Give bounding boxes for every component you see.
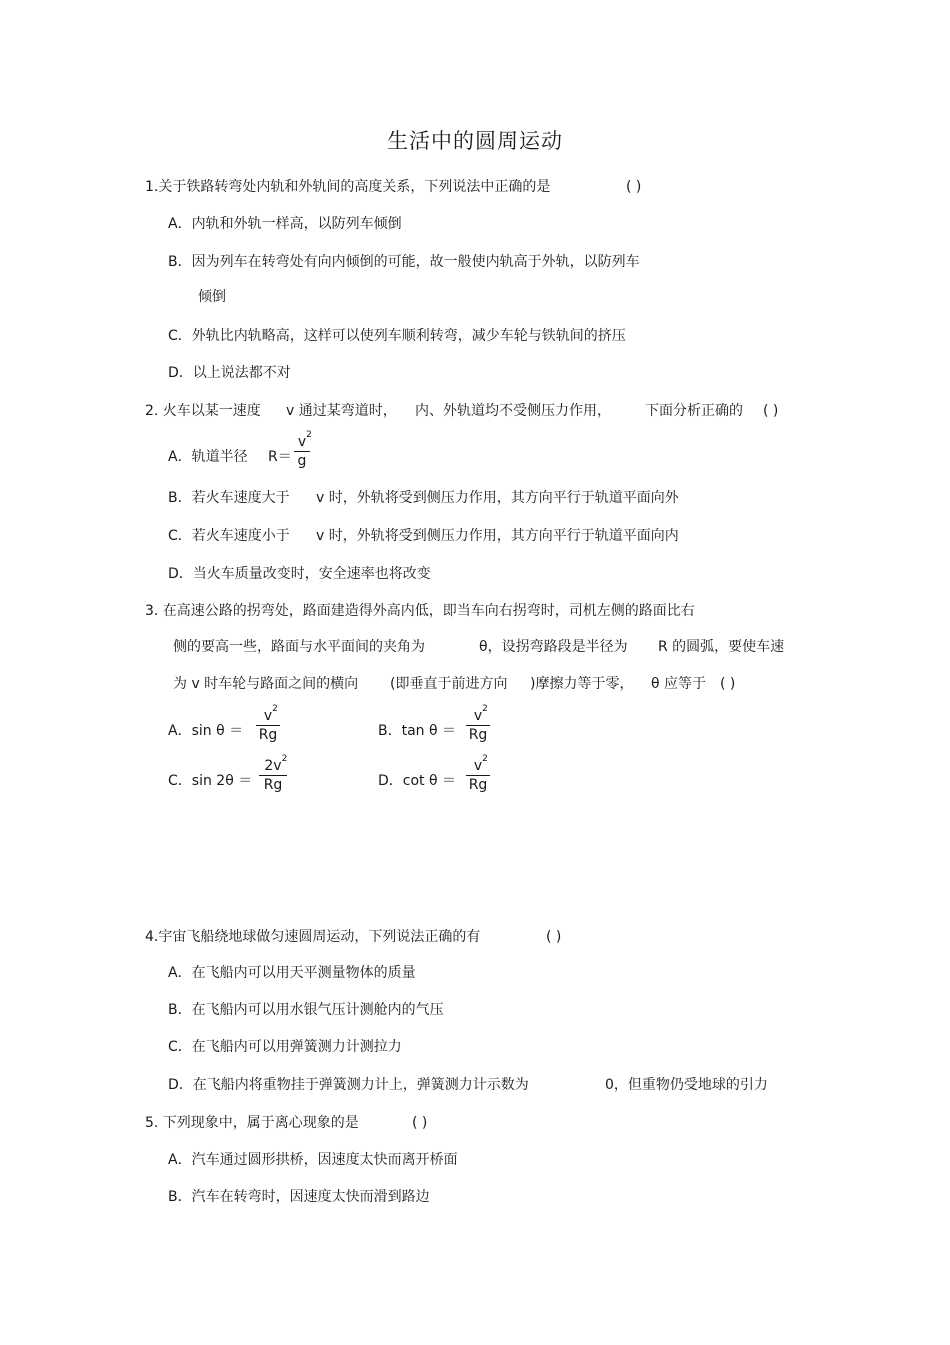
q3-option-d-fraction — [466, 754, 490, 793]
fraction-numerator: v — [297, 434, 307, 450]
q1-stem: 1.关于铁路转弯处内轨和外轨间的高度关系，下列说法中正确的是 — [145, 179, 551, 195]
q2-option-b-part2: v 时，外轨将受到侧压力作用，其方向平行于轨道平面向外 — [316, 490, 679, 506]
q5-stem: 5. 下列现象中，属于离心现象的是 — [145, 1115, 359, 1131]
superscript: 2 — [281, 754, 288, 764]
q4-answer-bracket: ( ) — [546, 929, 562, 945]
q1-answer-bracket: ( ) — [626, 179, 642, 195]
fraction-numerator: v — [473, 758, 483, 774]
q4-option-b: B．在飞船内可以用水银气压计测舱内的气压 — [168, 1002, 444, 1018]
fraction-bar — [259, 775, 287, 776]
q2-option-b-part1: B．若火车速度大于 — [168, 490, 290, 506]
q3-stem-line2-part2: θ，设拐弯路段是半径为 — [479, 639, 628, 655]
q3-option-b-fraction — [466, 704, 490, 743]
q1-option-d: D．以上说法都不对 — [168, 365, 291, 381]
q3-option-c-fraction — [259, 754, 288, 793]
q5-option-b: B．汽车在转弯时，因速度太快而滑到路边 — [168, 1189, 430, 1205]
q3-answer-bracket: ( ) — [720, 676, 736, 692]
q1-option-b: B．因为列车在转弯处有向内倾倒的可能，故一般使内轨高于外轨，以防列车 — [168, 254, 640, 270]
q5-option-a: A．汽车通过圆形拱桥，因速度太快而离开桥面 — [168, 1152, 458, 1168]
q2-option-c-part2: v 时，外轨将受到侧压力作用，其方向平行于轨道平面向内 — [316, 528, 679, 544]
q3-stem-line3-part1: 为 v 时车轮与路面之间的横向 — [173, 676, 359, 692]
fraction-numerator: v — [473, 708, 483, 724]
q4-option-c: C．在飞船内可以用弹簧测力计测拉力 — [168, 1039, 402, 1055]
q2-answer-bracket: ( ) — [763, 403, 779, 419]
q3-option-c-label: C．sin 2θ ＝ — [168, 773, 253, 789]
page-title: 生活中的圆周运动 — [387, 129, 563, 153]
q3-stem-line3-part2: (即垂直于前进方向 — [390, 676, 508, 692]
q4-option-a: A．在飞船内可以用天平测量物体的质量 — [168, 965, 416, 981]
q3-stem-line3-part4: θ 应等于 — [651, 676, 707, 692]
q1-option-c: C．外轨比内轨略高，这样可以使列车顺利转弯，减少车轮与铁轨间的挤压 — [168, 328, 626, 344]
q2-option-a-expr: R＝ — [268, 449, 292, 465]
q2-stem-part3: 内、外轨道均不受侧压力作用， — [415, 403, 611, 419]
superscript: 2 — [272, 704, 278, 714]
q3-stem-line1: 3. 在高速公路的拐弯处，路面建造得外高内低，即当车向右拐弯时，司机左侧的路面比右 — [145, 603, 695, 619]
q1-option-b-cont: 倾倒 — [198, 289, 226, 305]
superscript: 2 — [482, 704, 488, 714]
q3-option-b-label: B．tan θ ＝ — [378, 723, 457, 739]
q4-option-d-part1: D．在飞船内将重物挂于弹簧测力计上，弹簧测力计示数为 — [168, 1077, 529, 1093]
fraction-denominator: Rg — [263, 777, 283, 793]
q3-option-a-label: A．sin θ ＝ — [168, 723, 244, 739]
q2-option-c-part1: C．若火车速度小于 — [168, 528, 290, 544]
superscript: 2 — [306, 430, 312, 440]
superscript: 2 — [482, 754, 488, 764]
fraction-denominator: Rg — [258, 727, 278, 743]
fraction-numerator: 2v — [264, 758, 282, 774]
q2-stem-part1: 2. 火车以某一速度 — [145, 403, 261, 419]
q1-option-a: A．内轨和外轨一样高，以防列车倾倒 — [168, 216, 402, 232]
fraction-numerator: v — [263, 708, 273, 724]
q4-stem: 4.宇宙飞船绕地球做匀速圆周运动，下列说法正确的有 — [145, 929, 481, 945]
q3-stem-line3-part3: )摩擦力等于零， — [530, 676, 634, 692]
q2-option-d: D．当火车质量改变时，安全速率也将改变 — [168, 566, 431, 582]
fraction-denominator: Rg — [468, 727, 488, 743]
q2-stem-part4: 下面分析正确的 — [645, 403, 743, 419]
fraction-bar — [256, 725, 280, 726]
fraction-bar — [294, 451, 310, 452]
q2-stem-part2: v 通过某弯道时， — [286, 403, 397, 419]
fraction-denominator: g — [297, 453, 307, 469]
q3-stem-line2-part1: 侧的要高一些，路面与水平面间的夹角为 — [173, 639, 425, 655]
fraction-bar — [466, 775, 490, 776]
q2-option-a-label: A．轨道半径 — [168, 449, 248, 465]
fraction-bar — [466, 725, 490, 726]
q3-stem-line2-part3: R 的圆弧，要使车速 — [658, 639, 785, 655]
q2-option-a-fraction — [294, 430, 312, 469]
q3-option-d-label: D．cot θ ＝ — [378, 773, 456, 789]
q3-option-a-fraction — [256, 704, 280, 743]
fraction-denominator: Rg — [468, 777, 488, 793]
q4-option-d-part2: 0，但重物仍受地球的引力 — [605, 1077, 768, 1093]
q5-answer-bracket: ( ) — [412, 1115, 428, 1131]
